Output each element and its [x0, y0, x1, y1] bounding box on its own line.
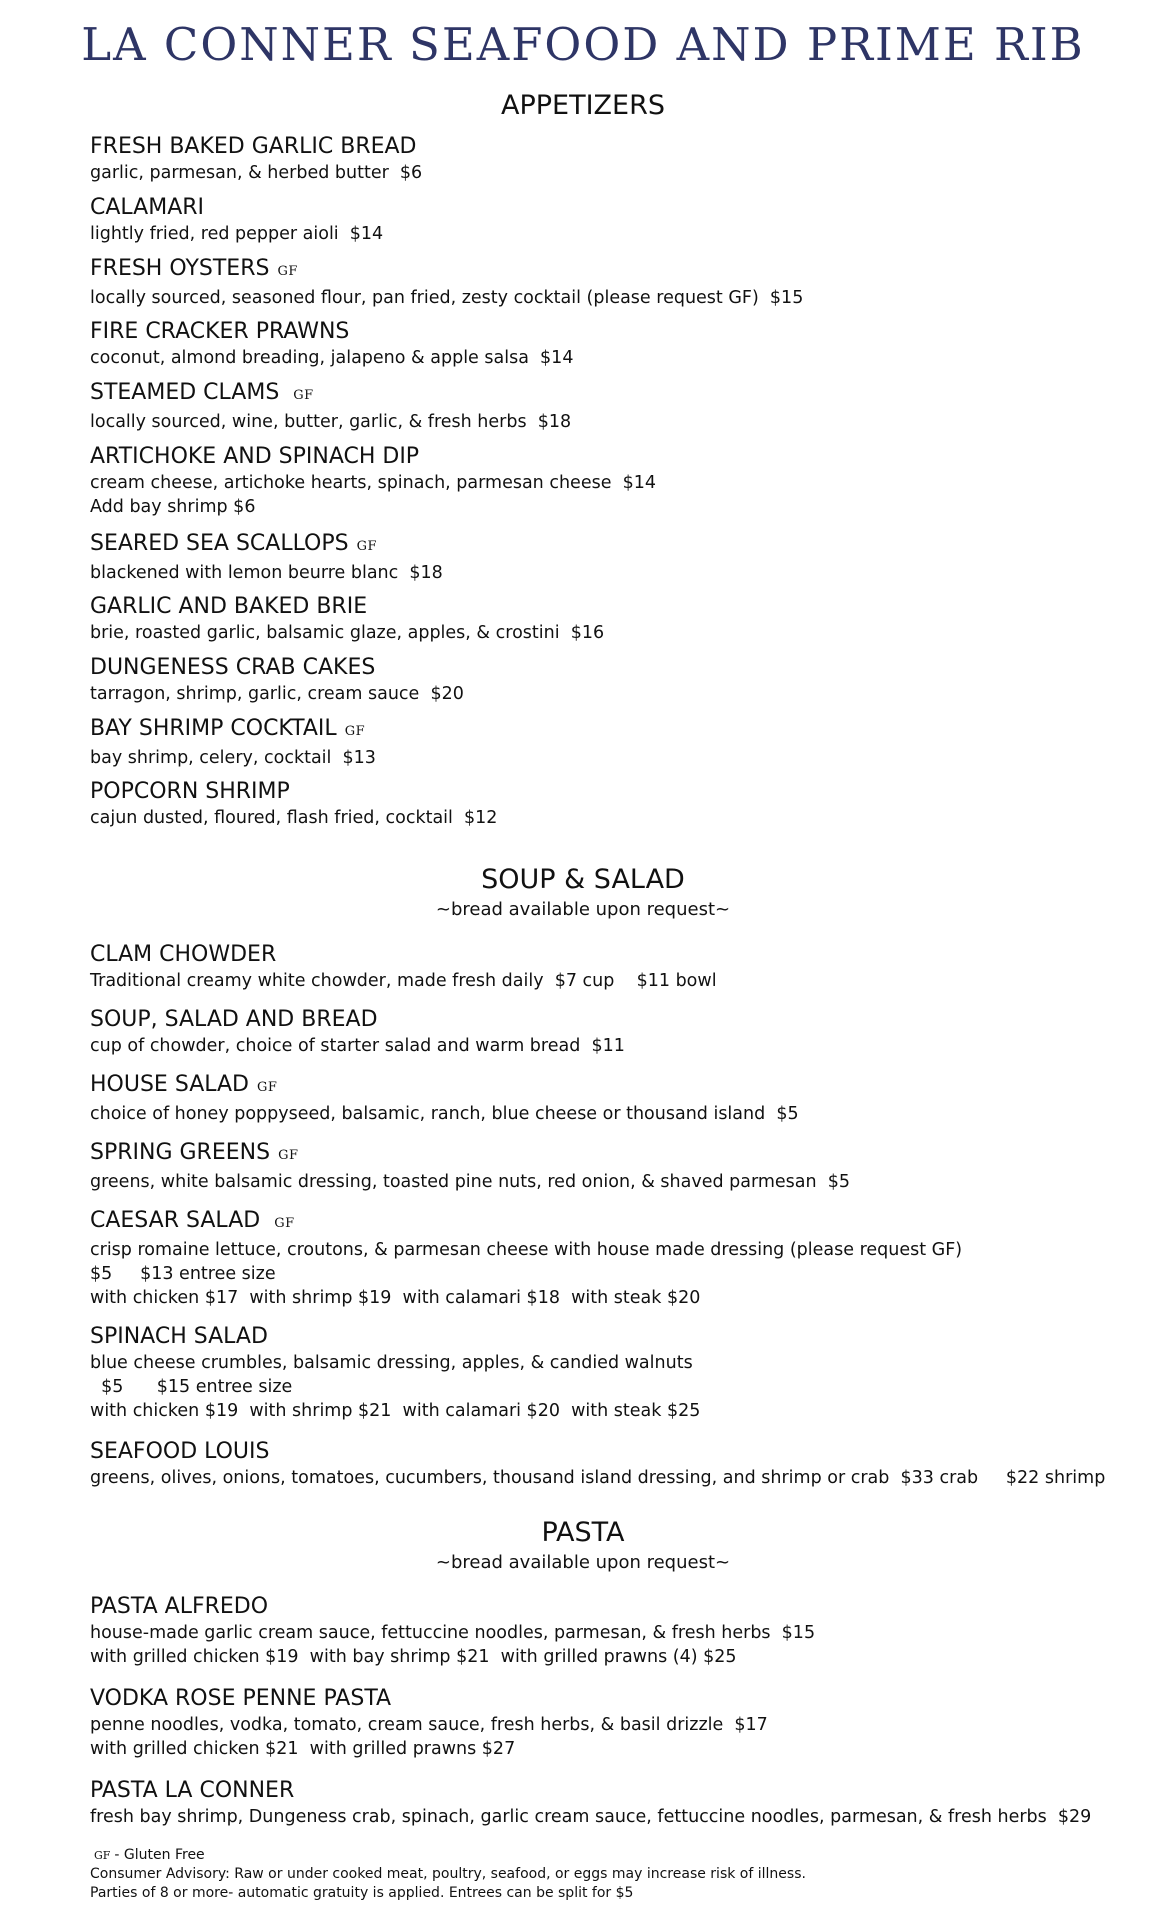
- item-name: FRESH OYSTERS: [90, 256, 270, 281]
- menu-item: [90, 1006, 1150, 1058]
- gluten-free-tag: GF: [356, 539, 378, 554]
- menu-item: [90, 1593, 1150, 1669]
- menu-item: [90, 1685, 1150, 1761]
- item-name: CLAM CHOWDER: [90, 942, 277, 967]
- menu-item: [90, 1207, 1150, 1310]
- consumer-advisory: Consumer Advisory: Raw or under cooked meat, poultry, seafood, or eggs may increase risk of illness.: [90, 1866, 806, 1882]
- item-name: POPCORN SHRIMP: [90, 779, 290, 804]
- section-title-pasta: PASTA: [541, 1517, 625, 1548]
- item-name: SEAFOOD LOUIS: [90, 1439, 270, 1464]
- gluten-free-legend: [90, 1846, 1150, 1865]
- menu-item: [90, 1438, 1150, 1490]
- section-note: ~bread available upon request~: [435, 1552, 731, 1573]
- menu-item: [90, 443, 1150, 519]
- item-name: PASTA ALFREDO: [90, 1594, 269, 1619]
- item-name: HOUSE SALAD: [90, 1072, 249, 1097]
- menu-item: [90, 133, 1150, 185]
- section-note: ~bread available upon request~: [435, 899, 731, 920]
- item-name: VODKA ROSE PENNE PASTA: [90, 1686, 392, 1711]
- item-description: blackened with lemon beurre blanc $18: [90, 563, 443, 583]
- item-name: CAESAR SALAD: [90, 1208, 261, 1233]
- restaurant-title: LA CONNER SEAFOOD AND PRIME RIB: [81, 18, 1085, 71]
- menu-item: [90, 715, 1150, 770]
- item-name: ARTICHOKE AND SPINACH DIP: [90, 444, 420, 469]
- item-description: locally sourced, wine, butter, garlic, & fresh herbs $18: [90, 412, 572, 432]
- item-description: Traditional creamy white chowder, made fresh daily $7 cup $11 bowl: [90, 971, 717, 991]
- item-description: cream cheese, artichoke hearts, spinach, parmesan cheese $14: [90, 473, 656, 493]
- item-name: SOUP, SALAD AND BREAD: [90, 1007, 378, 1032]
- item-addon: Add bay shrimp $6: [90, 497, 256, 517]
- menu-item: [90, 593, 1150, 645]
- item-addon: with grilled chicken $21 with grilled prawns $27: [90, 1739, 516, 1759]
- gluten-free-tag: GF: [274, 1216, 295, 1231]
- item-name: PASTA LA CONNER: [90, 1778, 295, 1803]
- item-description: brie, roasted garlic, balsamic glaze, apples, & crostini $16: [90, 623, 605, 643]
- menu-item: [90, 654, 1150, 706]
- gluten-free-tag: GF: [257, 1080, 278, 1095]
- item-name: STEAMED CLAMS: [90, 380, 280, 405]
- section-title-soup-salad: SOUP & SALAD: [481, 864, 685, 895]
- item-price: $5 $13 entree size: [90, 1264, 276, 1284]
- item-name: SPINACH SALAD: [90, 1324, 268, 1349]
- item-name: BAY SHRIMP COCKTAIL: [90, 716, 337, 741]
- item-addon: with chicken $19 with shrimp $21 with calamari $20 with steak $25: [90, 1401, 701, 1421]
- item-name: FRESH BAKED GARLIC BREAD: [90, 134, 417, 159]
- menu-item: [90, 1777, 1150, 1829]
- menu-item: [90, 255, 1150, 310]
- item-name: CALAMARI: [90, 195, 205, 220]
- item-description: choice of honey poppyseed, balsamic, ranch, blue cheese or thousand island $5: [90, 1104, 799, 1124]
- item-description: fresh bay shrimp, Dungeness crab, spinach, garlic cream sauce, fettuccine noodles, parmesan, & fresh herbs $29: [90, 1807, 1092, 1827]
- gluten-free-tag: GF: [278, 1148, 299, 1163]
- menu-item: [90, 379, 1150, 434]
- item-description: penne noodles, vodka, tomato, cream sauce, fresh herbs, & basil drizzle $17: [90, 1715, 768, 1735]
- gluten-free-tag: GF: [277, 264, 298, 279]
- party-gratuity-note: Parties of 8 or more- automatic gratuity is applied. Entrees can be split for $5: [90, 1885, 634, 1901]
- item-description: crisp romaine lettuce, croutons, & parmesan cheese with house made dressing (please request GF): [90, 1240, 963, 1260]
- footer: [90, 1846, 1150, 1903]
- gluten-free-legend-text: - Gluten Free: [114, 1847, 205, 1863]
- item-description: cajun dusted, floured, flash fried, cocktail $12: [90, 808, 498, 828]
- menu-item: [90, 318, 1150, 370]
- item-name: GARLIC AND BAKED BRIE: [90, 594, 368, 619]
- item-name: DUNGENESS CRAB CAKES: [90, 655, 376, 680]
- gluten-free-tag: GF: [344, 724, 366, 739]
- menu-item: [90, 778, 1150, 830]
- item-description: greens, olives, onions, tomatoes, cucumbers, thousand island dressing, and shrimp or crab $33 crab $22 shrimp: [90, 1468, 1106, 1488]
- menu-item: [90, 194, 1150, 246]
- item-price: $5 $15 entree size: [90, 1377, 293, 1397]
- item-description: locally sourced, seasoned flour, pan fried, zesty cocktail (please request GF) $15: [90, 288, 804, 308]
- item-description: garlic, parmesan, & herbed butter $6: [90, 163, 423, 183]
- item-description: cup of chowder, choice of starter salad and warm bread $11: [90, 1036, 625, 1056]
- gluten-free-tag: GF: [94, 1849, 111, 1862]
- item-name: SEARED SEA SCALLOPS: [90, 531, 349, 556]
- section-title-appetizers: APPETIZERS: [500, 90, 665, 121]
- item-description: lightly fried, red pepper aioli $14: [90, 224, 384, 244]
- item-description: tarragon, shrimp, garlic, cream sauce $20: [90, 684, 464, 704]
- gluten-free-tag: GF: [293, 388, 314, 403]
- menu-item: [90, 1139, 1150, 1194]
- item-name: SPRING GREENS: [90, 1140, 271, 1165]
- item-description: blue cheese crumbles, balsamic dressing, apples, & candied walnuts: [90, 1353, 693, 1373]
- item-description: bay shrimp, celery, cocktail $13: [90, 748, 376, 768]
- menu-item: [90, 530, 1150, 585]
- item-addon: with grilled chicken $19 with bay shrimp $21 with grilled prawns (4) $25: [90, 1647, 737, 1667]
- menu-item: [90, 941, 1150, 993]
- menu-item: [90, 1071, 1150, 1126]
- item-addon: with chicken $17 with shrimp $19 with calamari $18 with steak $20: [90, 1288, 701, 1308]
- item-description: house-made garlic cream sauce, fettuccine noodles, parmesan, & fresh herbs $15: [90, 1623, 816, 1643]
- item-description: coconut, almond breading, jalapeno & apple salsa $14: [90, 348, 574, 368]
- item-name: FIRE CRACKER PRAWNS: [90, 319, 350, 344]
- item-description: greens, white balsamic dressing, toasted pine nuts, red onion, & shaved parmesan $5: [90, 1172, 850, 1192]
- menu-item: [90, 1323, 1150, 1423]
